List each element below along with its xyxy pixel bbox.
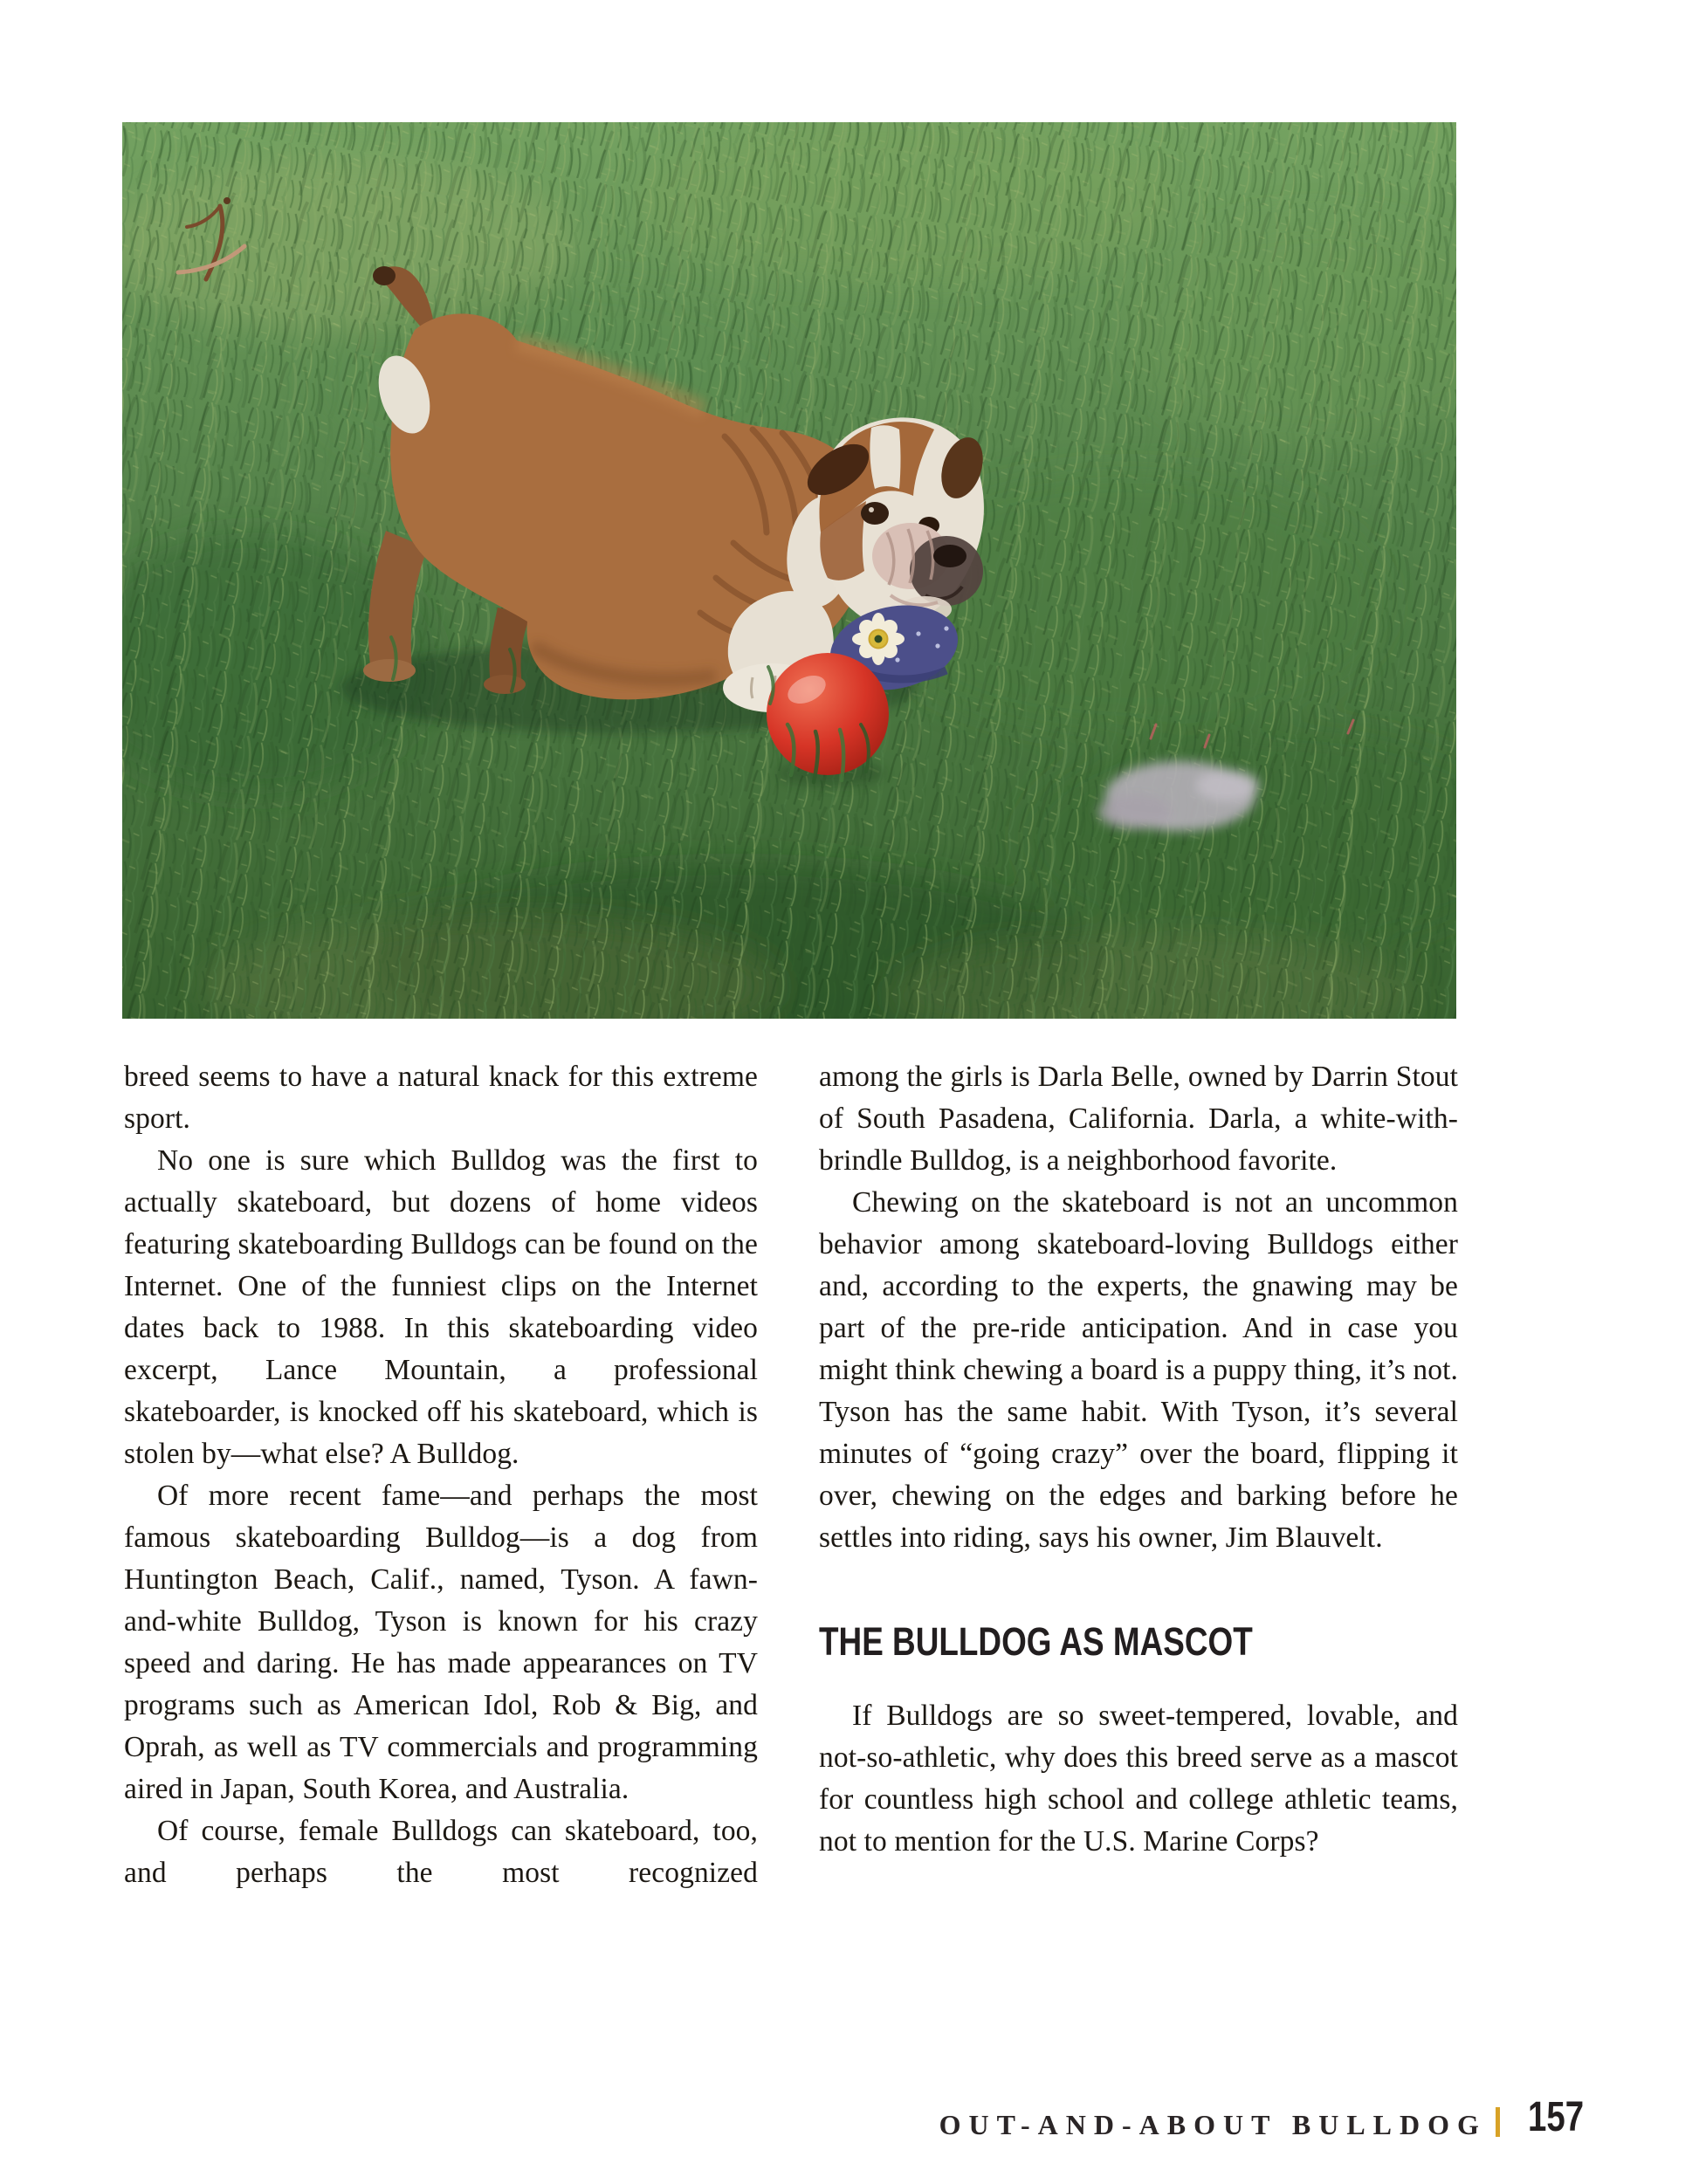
page-footer — [939, 2094, 1591, 2140]
body-paragraph: Chewing on the skateboard is not an uncommon behavior among skateboard-loving Bulldogs either and, according to the experts, the gnawing may be part of the pre-ride anticipation. And in case you might think chewing a board is a puppy thing, it’s not. Tyson has the same habit. With Tyson, it’s several minutes of “going crazy” over the board, flipping it over, chewing on the edges and barking before he settles into riding, says his owner, Jim Blauvelt. — [819, 1186, 1458, 1554]
right-column — [819, 1056, 1458, 1863]
bulldog-photo-art — [122, 122, 1456, 1019]
body-paragraph: among the girls is Darla Belle, owned by Darrin Stout of South Pasadena, California. Darla, a white-with-brindle Bulldog, is a neighborhood favorite. — [819, 1061, 1458, 1177]
running-head: OUT-AND-ABOUT BULLDOG — [939, 2109, 1487, 2140]
section-heading-text: THE BULLDOG AS MASCOT — [819, 1619, 1253, 1664]
body-paragraph: Of course, female Bulldogs can skateboard, too, and perhaps the most recognized — [124, 1815, 758, 1889]
page-number: 157 — [1527, 2094, 1584, 2140]
body-paragraph: Of more recent fame—and perhaps the most famous skateboarding Bulldog—is a dog from Huntington Beach, Calif., named, Tyson. A fawn-and-white Bulldog, Tyson is known for his crazy speed and daring. He has made appearances on TV programs such as American Idol, Rob & Big, and Oprah, as well as TV commercials and programming aired in Japan, South Korea, and Australia. — [124, 1480, 758, 1805]
section-heading — [819, 1619, 1458, 1664]
left-column — [124, 1056, 758, 1894]
footer-divider — [1496, 2107, 1500, 2137]
body-paragraph: If Bulldogs are so sweet-tempered, lovable, and not-so-athletic, why does this breed serve as a mascot for countless high school and college athletic teams, not to mention for the U.S. Marine Corps? — [819, 1700, 1458, 1858]
bulldog-photo — [122, 122, 1456, 1019]
body-paragraph: No one is sure which Bulldog was the first to actually skateboard, but dozens of home videos featuring skateboarding Bulldogs can be found on the Internet. One of the funniest clips on the Internet dates back to 1988. In this skateboarding video excerpt, Lance Mountain, a professional skateboarder, is knocked off his skateboard, which is stolen by—what else? A Bulldog. — [124, 1144, 758, 1470]
body-paragraph: breed seems to have a natural knack for this extreme sport. — [124, 1061, 758, 1135]
